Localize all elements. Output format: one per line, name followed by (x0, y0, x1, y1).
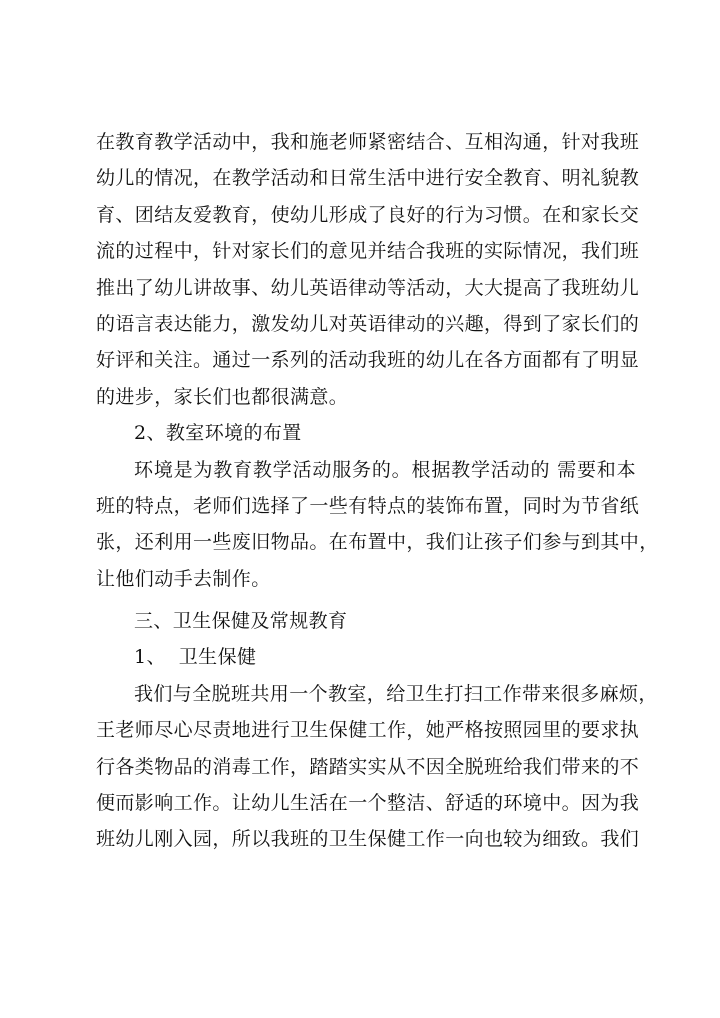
subsection-heading-hygiene: 1、 卫生保健 (134, 646, 257, 669)
text-line: 流的过程中，针对家长们的意见并结合我班的实际情况，我们班 (96, 240, 640, 263)
text-line: 行各类物品的消毒工作，踏踏实实从不因全脱班给我们带来的不 (96, 755, 640, 778)
text-line: 好评和关注。通过一系列的活动我班的幼儿在各方面都有了明显 (96, 349, 640, 372)
text-line: 王老师尽心尽责地进行卫生保健工作，她严格按照园里的要求执 (96, 719, 640, 742)
text-line: 班幼儿刚入园，所以我班的卫生保健工作一向也较为细致。我们 (96, 828, 640, 851)
text-line: 张，还利用一些废旧物品。在布置中，我们让孩子们参与到其中， (96, 531, 659, 554)
text-line: 环境是为教育教学活动服务的。根据教学活动的 需要和本 (134, 458, 636, 481)
text-line: 让他们动手去制作。 (96, 567, 271, 590)
text-line: 的进步，家长们也都很满意。 (96, 385, 349, 408)
text-line: 育、团结友爱教育，使幼儿形成了良好的行为习惯。在和家长交 (96, 203, 640, 226)
paragraph-education-activities (96, 124, 640, 415)
text-line: 的语言表达能力，激发幼儿对英语律动的兴趣，得到了家长们的 (96, 312, 640, 335)
text-line: 便而影响工作。让幼儿生活在一个整洁、舒适的环境中。因为我 (96, 792, 640, 815)
paragraph-hygiene (96, 676, 658, 858)
text-line: 幼儿的情况，在教学活动和日常生活中进行安全教育、明礼貌教 (96, 167, 640, 190)
paragraph-classroom-environment (96, 452, 659, 598)
text-line: 在教育教学活动中，我和施老师紧密结合、互相沟通，针对我班 (96, 131, 640, 153)
section-heading-hygiene-routine: 三、卫生保健及常规教育 (134, 610, 348, 633)
text-line: 我们与全脱班共用一个教室，给卫生打扫工作带来很多麻烦， (134, 682, 658, 705)
text-line: 推出了幼儿讲故事、幼儿英语律动等活动，大大提高了我班幼儿 (96, 276, 640, 299)
text-line: 班的特点，老师们选择了一些有特点的装饰布置，同时为节省纸 (96, 494, 640, 517)
section-heading-classroom-environment: 2、教室环境的布置 (134, 422, 302, 445)
document-body (96, 124, 659, 858)
